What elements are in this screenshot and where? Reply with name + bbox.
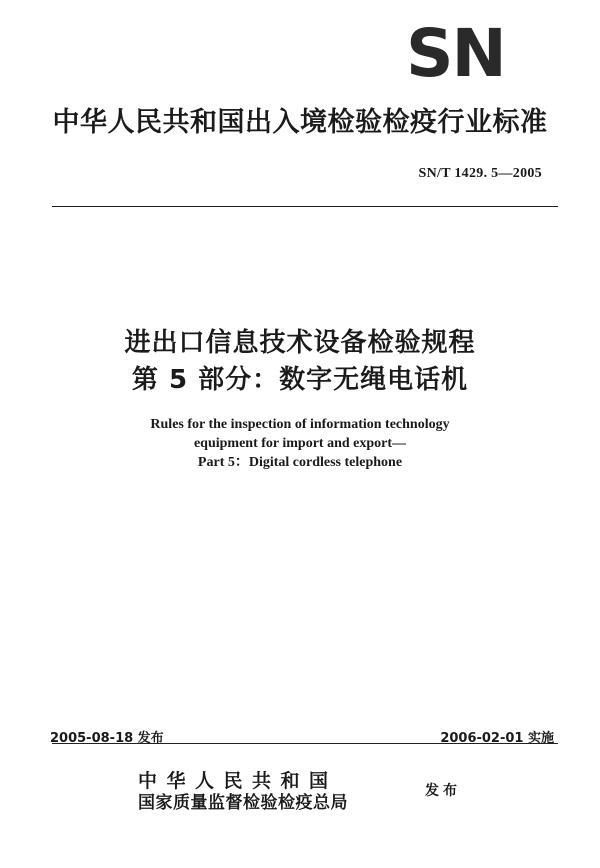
english-title-line-2: equipment for import and export— [193,436,407,451]
issuing-authority-line-1: 中华人民共和国 [138,770,338,792]
chinese-title-line-2: 第 5 部分：数字无绳电话机 [131,365,469,395]
english-title-line-3: Part 5：Digital cordless telephone [197,455,403,470]
english-title [0,415,600,472]
header-divider [52,206,558,207]
issuing-category-title: 中华人民共和国出入境检验检疫行业标准 [52,107,548,138]
sn-logo [404,14,532,84]
chinese-title-line-1: 进出口信息技术设备检验规程 [124,328,476,358]
english-title-line-1: Rules for the inspection of information technology [150,417,450,432]
issued-label: 发布 [425,783,461,799]
publish-date: 2005-08-18 发布 [50,731,164,746]
issuing-authority-line-2: 国家质量监督检验检疫总局 [138,793,348,813]
issuing-authority [138,770,438,814]
footer-divider [52,743,558,744]
standard-code: SN/T 1429. 5—2005 [418,166,542,181]
implement-date: 2006-02-01 实施 [440,731,554,746]
sn-logo-text: SN [406,15,505,84]
